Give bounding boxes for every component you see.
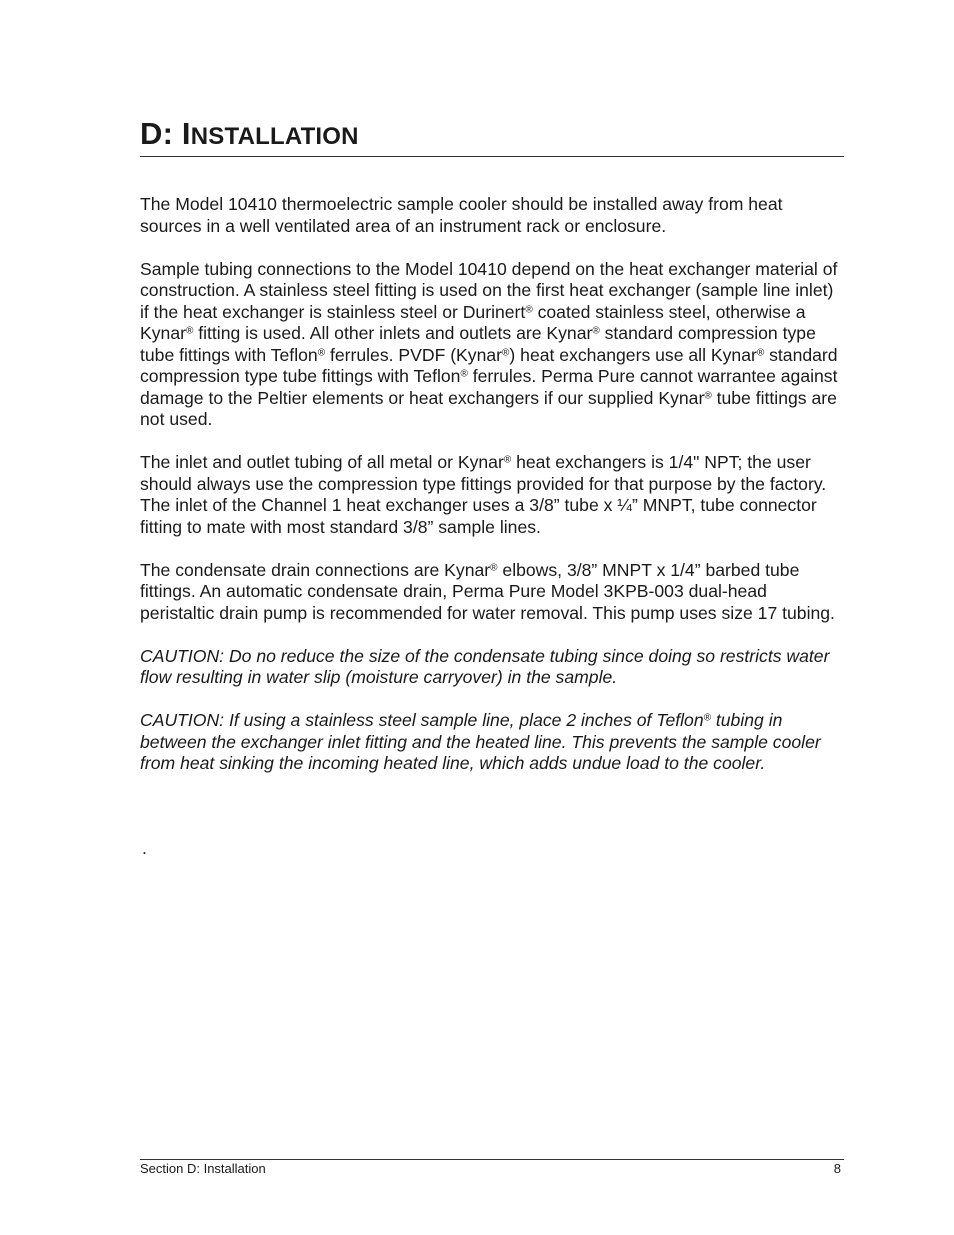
paragraph-placement: [140, 194, 845, 237]
text-run: ) heat exchangers use all Kynar: [509, 344, 757, 365]
registered-mark: ®: [317, 347, 326, 358]
text-run: CAUTION: Do no reduce the size of the condensate tubing since doing so restricts water flow resulting in water slip (moisture carryover) in the sample.: [140, 645, 830, 687]
footer-section-title: Section D: Installation: [140, 1161, 266, 1176]
text-run: fitting is used. All other inlets and outlets are Kynar: [193, 323, 593, 343]
text-run: Sample tubing connections to the Model 10410 depend on the heat exchanger material of construction. A stainless steel fitting is used on the first heat exchanger (sample line inlet) if the heat exchanger is stainless steel or Durinert: [140, 258, 838, 322]
text-run: The condensate drain connections are Kynar: [140, 559, 491, 580]
caution-stainless-line: [140, 710, 845, 775]
text-run: heat exchangers is 1/4" NPT; the user should always use the compression type fittings provided for that purpose by the factory. The inlet of the Channel 1 heat exchanger uses a 3/8” tube x ¼” MNPT, tube connector fitting to mate with most standard 3/8” sample lines.: [140, 452, 827, 537]
paragraph-tubing-connections: [140, 259, 845, 431]
text-run: The inlet and outlet tubing of all metal or Kynar: [140, 452, 504, 472]
caution-condensate-tubing: [140, 646, 845, 689]
text-run: tube fittings are not used.: [140, 387, 837, 429]
registered-mark: ®: [185, 325, 194, 337]
registered-mark: ®: [490, 562, 498, 573]
text-run: coated stainless steel, otherwise a Kynar: [140, 301, 806, 343]
text-run: elbows, 3/8” MNPT x 1/4” barbed tube fittings. An automatic condensate drain, Perma Pure Model 3KPB-003 dual-head peristaltic drain pump is recommended for water removal. This pump uses size 17 tubing.: [140, 559, 835, 623]
text-run: standard compression type tube fittings with Teflon: [140, 344, 838, 386]
text-run: ferrules. PVDF (Kynar: [325, 344, 503, 365]
registered-mark: ®: [503, 454, 512, 466]
registered-mark: ®: [756, 347, 765, 358]
text-run: ferrules. Perma Pure cannot warrantee against damage to the Peltier elements or heat exchangers if our supplied Kynar: [140, 366, 838, 408]
stray-period: .: [142, 838, 147, 858]
text-run: The Model 10410 thermoelectric sample cooler should be installed away from heat sources in a well ventilated area of an instrument rack or enclosure.: [140, 194, 783, 236]
registered-mark: ®: [592, 325, 600, 337]
text-run: CAUTION: If using a stainless steel sample line, place 2 inches of Teflon: [140, 710, 704, 730]
footer-page-number: 8: [833, 1161, 841, 1176]
heading-rule: [140, 156, 844, 157]
footer-rule: [140, 1159, 844, 1160]
registered-mark: ®: [525, 304, 533, 315]
paragraph-inlet-outlet: [140, 452, 845, 538]
section-heading: [140, 114, 359, 157]
paragraph-condensate-drain: [140, 560, 845, 625]
body-text: [140, 194, 845, 796]
heading-rest: NSTALLATION: [190, 123, 359, 150]
heading-prefix: D: I: [140, 116, 191, 151]
registered-mark: ®: [704, 390, 712, 401]
registered-mark: ®: [502, 347, 510, 358]
registered-mark: ®: [703, 712, 711, 724]
registered-mark: ®: [460, 368, 468, 380]
text-run: standard compression type tube fittings with Teflon: [140, 323, 816, 365]
text-run: tubing in between the exchanger inlet fitting and the heated line. This prevents the sample cooler from heat sinking the incoming heated line, which adds undue load to the cooler.: [140, 710, 821, 773]
